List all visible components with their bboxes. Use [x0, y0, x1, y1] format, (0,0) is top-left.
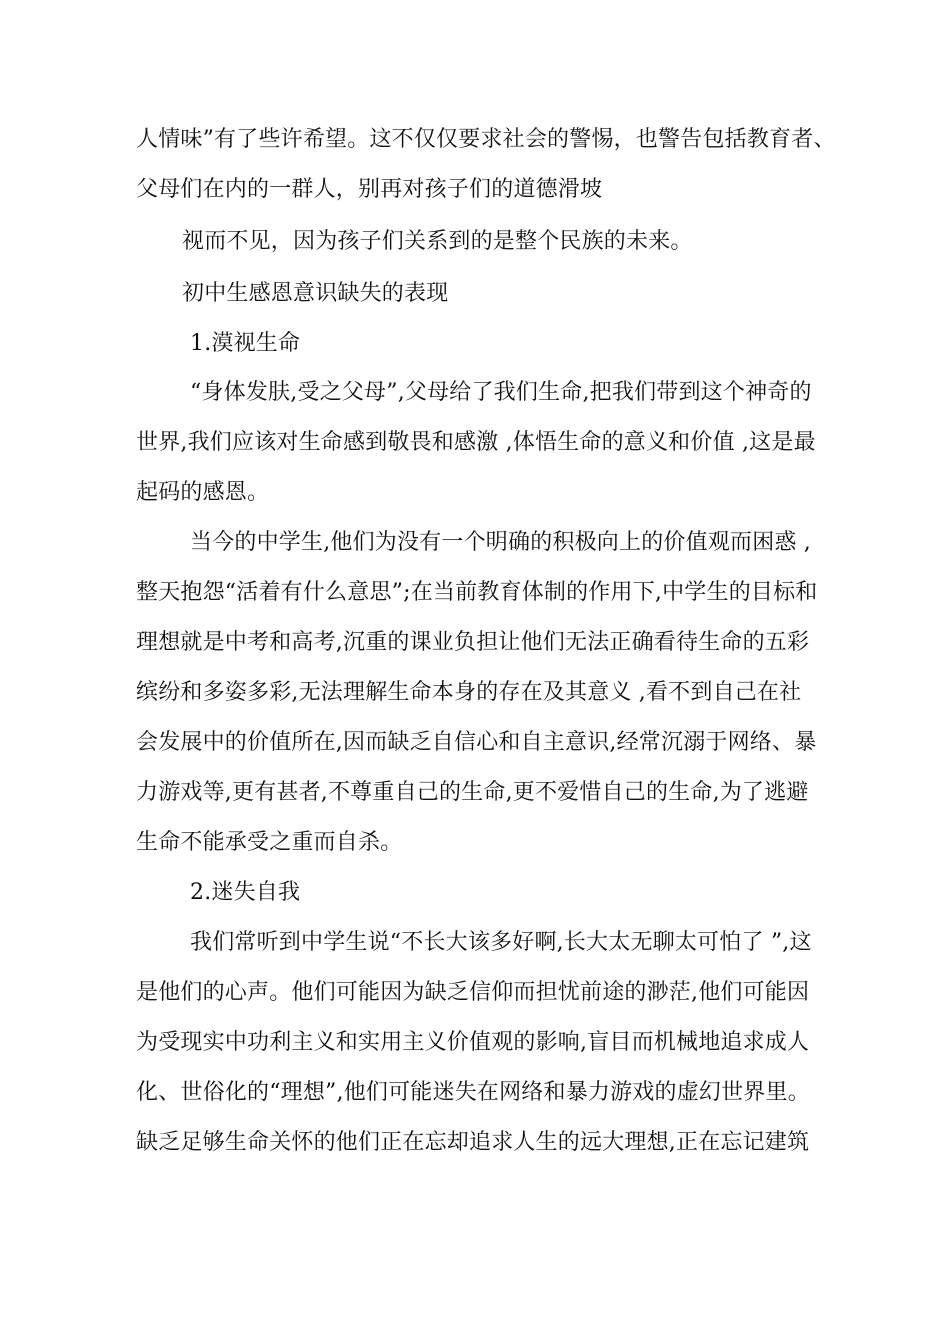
text-line: 生命不能承受之重而自杀。 — [136, 830, 403, 855]
text-line: 化、世俗化的“理想”,他们可能迷失在网络和暴力游戏的虚幻世界里。 — [136, 1080, 810, 1105]
text-line: 缺乏足够生命关怀的他们正在忘却追求人生的远大理想,正在忘记建筑 — [136, 1130, 810, 1155]
text-line: 当今的中学生,他们为没有一个明确的积极向上的价值观而困惑 , — [190, 530, 811, 555]
text-line: 世界,我们应该对生命感到敬畏和感激 ,体悟生命的意义和价值 ,这是最 — [136, 430, 816, 455]
text-line: “身体发肤,受之父母”,父母给了我们生命,把我们带到这个神奇的 — [190, 380, 812, 405]
text-line: 整天抱怨“活着有什么意思”;在当前教育体制的作用下,中学生的目标和 — [136, 580, 818, 605]
subsection-heading: 1.漠视生命 — [190, 331, 301, 356]
section-heading: 初中生感恩意识缺失的表现 — [182, 281, 449, 306]
text-line: 是他们的心声。他们可能因为缺乏信仰而担忧前途的渺茫,他们可能因 — [136, 980, 810, 1005]
text-line: 缤纷和多姿多彩,无法理解生命本身的存在及其意义 ,看不到自己在社 — [136, 680, 802, 705]
text-line: 视而不见，因为孩子们关系到的是整个民族的未来。 — [182, 229, 693, 254]
text-line: 起码的感恩。 — [136, 480, 270, 505]
text-line: 理想就是中考和高考,沉重的课业负担让他们无法正确看待生命的五彩 — [136, 630, 810, 655]
text-line: 力游戏等,更有甚者,不尊重自己的生命,更不爱惜自己的生命,为了逃避 — [136, 780, 809, 805]
text-line: 我们常听到中学生说“不长大该多好啊,长大太无聊太可怕了 ”,这 — [190, 930, 812, 955]
text-line: 父母们在内的一群人，别再对孩子们的道德滑坡 — [136, 177, 603, 202]
subsection-heading: 2.迷失自我 — [190, 880, 301, 905]
text-line: 人情味”有了些许希望。这不仅仅要求社会的警惕，也警告包括教育者、 — [136, 127, 836, 152]
text-line: 会发展中的价值所在,因而缺乏自信心和自主意识,经常沉溺于网络、暴 — [136, 730, 817, 755]
text-line: 为受现实中功利主义和实用主义价值观的影响,盲目而机械地追求成人 — [136, 1030, 810, 1055]
